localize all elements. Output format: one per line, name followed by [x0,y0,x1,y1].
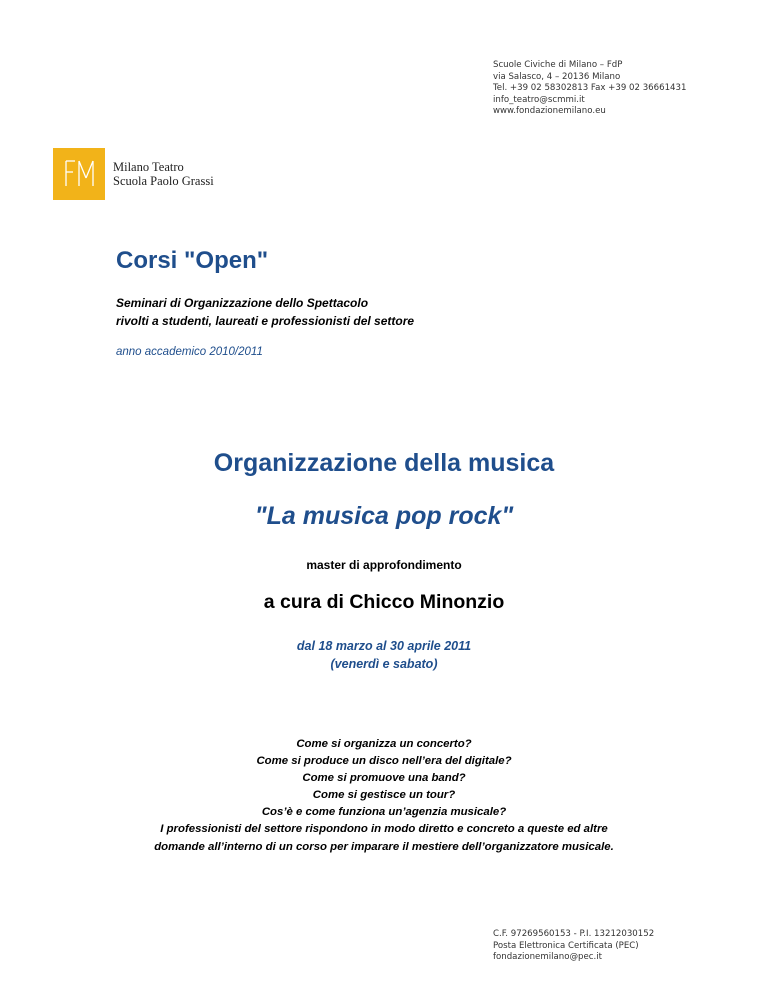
question-line: Come si gestisce un tour? [312,789,456,802]
address-line: Tel. +39 02 58302813 Fax +39 02 36661431 [493,83,687,94]
question-line: Come si produce un disco nell’era del digitale? [256,755,512,768]
course-heading: Organizzazione della musica [213,449,555,477]
question-line: Come si organizza un concerto? [296,738,472,750]
footer-email: fondazionemilano@pec.it [493,952,603,963]
dates-days: (venerdì e sabato) [330,657,438,671]
subtitle-line-1: Seminari di Organizzazione dello Spettacolo [116,296,369,310]
footer-line: C.F. 97269560153 - P.I. 13212030152 [493,929,655,939]
logo-text [113,160,214,188]
header-address [493,60,686,118]
course-subheading: "La musica pop rock" [254,502,514,530]
academic-year: anno accademico 2010/2011 [116,346,263,358]
questions-block [0,736,768,856]
address-website: www.fondazionemilano.eu [493,106,606,117]
question-line: Come si promuove una band? [302,772,466,785]
course-dates [0,637,768,673]
logo [53,148,214,200]
dates-range: dal 18 marzo al 30 aprile 2011 [296,639,472,653]
logo-line-2: Scuola Paolo Grassi [113,174,214,188]
question-line: Cos’è e come funziona un’agenzia musicale? [261,806,507,819]
course-curator: a cura di Chicco Minonzio [263,591,505,613]
question-line: domande all’interno di un corso per imparare il mestiere dell’organizzatore musicale. [154,840,614,853]
footer-line: Posta Elettronica Certificata (PEC) [493,940,639,951]
footer-info [493,929,654,964]
question-line: I professionisti del settore rispondono in modo diretto e concreto a queste ed altre [160,823,608,836]
seminar-description [116,294,414,330]
address-line: via Salasco, 4 – 20136 Milano [493,71,621,82]
address-line: Scuole Civiche di Milano – FdP [493,60,623,70]
page-title: Corsi "Open" [116,247,269,274]
course-type: master di approfondimento [306,558,462,572]
logo-mark-icon [53,148,105,200]
logo-line-1: Milano Teatro [113,160,184,174]
subtitle-line-2: rivolti a studenti, laureati e professionisti del settore [116,314,415,328]
address-email: info_teatro@scmmi.it [493,94,585,105]
